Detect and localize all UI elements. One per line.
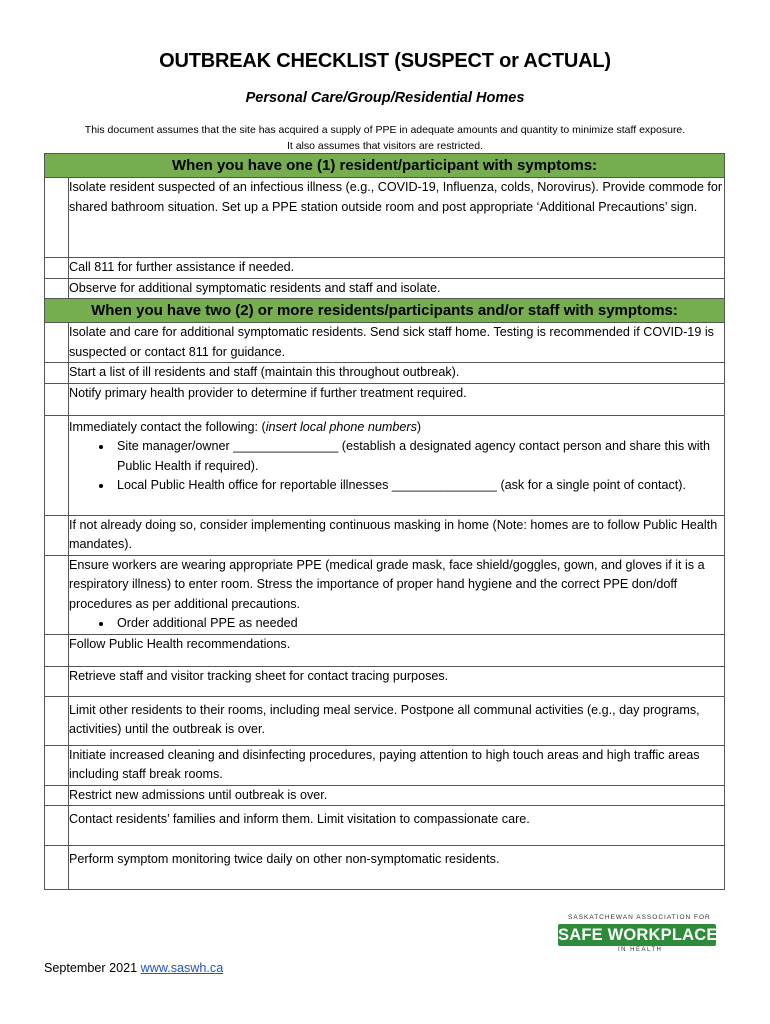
checklist-row <box>45 634 725 666</box>
checklist-row <box>45 323 725 363</box>
checkbox[interactable] <box>45 666 69 696</box>
checklist-row <box>45 555 725 634</box>
checklist-item-text: Isolate and care for additional symptomatic residents. Send sick staff home. Testing is recommended if COVID-19 is suspected or contact 811 for guidance. <box>69 323 725 363</box>
document-title: OUTBREAK CHECKLIST (SUSPECT or ACTUAL) <box>159 50 611 72</box>
contact-lead <box>69 418 724 438</box>
checklist-row <box>45 846 725 890</box>
intro-line-2: It also assumes that visitors are restricted. <box>286 140 484 152</box>
checkbox[interactable] <box>45 415 69 515</box>
checklist-item-text: Start a list of ill residents and staff (maintain this throughout outbreak). <box>69 363 725 384</box>
checklist-item-text: Isolate resident suspected of an infectious illness (e.g., COVID-19, Influenza, colds, Norovirus). Provide commode for shared bathroom situation. Set up a PPE station outside room and post appropriate ‘Additional Precautions’ sign. <box>69 178 725 258</box>
checklist-table <box>44 153 725 890</box>
checkbox[interactable] <box>45 323 69 363</box>
contact-item <box>69 415 725 515</box>
checklist-row <box>45 258 725 279</box>
checklist-item-text: Call 811 for further assistance if needed. <box>69 258 725 279</box>
contact-lead-text: Immediately contact the following: ( <box>69 419 266 434</box>
ppe-list <box>69 614 724 634</box>
contact-bullet-public-health: • Local Public Health office for reportable illnesses _______________ (ask for a single point of contact). <box>113 476 724 496</box>
checkbox[interactable] <box>45 555 69 634</box>
checkbox[interactable] <box>45 696 69 745</box>
checkbox[interactable] <box>45 515 69 555</box>
checklist-row <box>45 515 725 555</box>
checkbox[interactable] <box>45 785 69 806</box>
checkbox[interactable] <box>45 806 69 846</box>
checkbox[interactable] <box>45 278 69 299</box>
intro-text <box>40 122 730 154</box>
checklist-row <box>45 666 725 696</box>
checklist-item-text: Limit other residents to their rooms, including meal service. Postpone all communal activities (e.g., day programs, activities) until the outbreak is over. <box>69 696 725 745</box>
footer-date: September 2021 <box>44 961 141 975</box>
checklist-item-text: Contact residents’ families and inform them. Limit visitation to compassionate care. <box>69 806 725 846</box>
checklist-row <box>45 383 725 415</box>
contact-lead-end: ) <box>416 419 422 434</box>
checkbox[interactable] <box>45 363 69 384</box>
section-1-header: When you have one (1) resident/participant with symptoms: <box>45 154 725 178</box>
footer <box>44 961 223 975</box>
section-2-header: When you have two (2) or more residents/participants and/or staff with symptoms: <box>45 299 725 323</box>
section-header-one-resident <box>45 154 725 178</box>
checklist-row <box>45 806 725 846</box>
ppe-bullet: • Order additional PPE as needed <box>113 614 724 634</box>
checklist-row <box>45 745 725 785</box>
checklist-row <box>45 785 725 806</box>
logo-main-text: SAFE WORKPLACES <box>558 926 729 944</box>
checklist-item-text: Notify primary health provider to determine if further treatment required. <box>69 383 725 415</box>
checklist-row <box>45 178 725 258</box>
checklist-item-text: Follow Public Health recommendations. <box>69 634 725 666</box>
checkbox[interactable] <box>45 634 69 666</box>
contact-lead-italic: insert local phone numbers <box>265 419 417 434</box>
checklist-item-text: Initiate increased cleaning and disinfecting procedures, paying attention to high touch areas and high traffic areas including staff break rooms. <box>69 745 725 785</box>
document-subtitle: Personal Care/Group/Residential Homes <box>245 90 525 106</box>
logo-top-text: SASKATCHEWAN ASSOCIATION FOR <box>568 914 711 921</box>
checklist-row <box>45 415 725 515</box>
intro-line-1: This document assumes that the site has acquired a supply of PPE in adequate amounts and quantity to minimize staff exposure. <box>84 124 686 136</box>
checkbox[interactable] <box>45 178 69 258</box>
checklist-row <box>45 278 725 299</box>
footer-link[interactable]: www.saswh.ca <box>140 961 224 975</box>
checklist-item-text: Restrict new admissions until outbreak is over. <box>69 785 725 806</box>
checkbox[interactable] <box>45 383 69 415</box>
checkbox[interactable] <box>45 846 69 890</box>
checklist-row <box>45 696 725 745</box>
ppe-text: Ensure workers are wearing appropriate PPE (medical grade mask, face shield/goggles, gown, and gloves if it is a respiratory illness) to enter room. Stress the importance of proper hand hygiene and the correct PPE don/doff procedures as per additional precautions. <box>69 557 705 611</box>
section-header-two-residents <box>45 299 725 323</box>
ppe-item <box>69 555 725 634</box>
contact-list <box>69 437 724 496</box>
checklist-item-text: Perform symptom monitoring twice daily on other non-symptomatic residents. <box>69 846 725 890</box>
checkbox[interactable] <box>45 745 69 785</box>
checkbox[interactable] <box>45 258 69 279</box>
checklist-row <box>45 363 725 384</box>
checklist-item-text: If not already doing so, consider implementing continuous masking in home (Note: homes are to follow Public Health mandates). <box>69 515 725 555</box>
checklist-item-text: Retrieve staff and visitor tracking sheet for contact tracing purposes. <box>69 666 725 696</box>
saswh-logo <box>558 914 729 956</box>
logo-bottom-text: IN HEALTH <box>618 947 663 953</box>
checklist-item-text: Observe for additional symptomatic residents and staff and isolate. <box>69 278 725 299</box>
contact-bullet-site-manager: • Site manager/owner _______________ (establish a designated agency contact person and share this with Public Health if required). <box>113 437 724 476</box>
